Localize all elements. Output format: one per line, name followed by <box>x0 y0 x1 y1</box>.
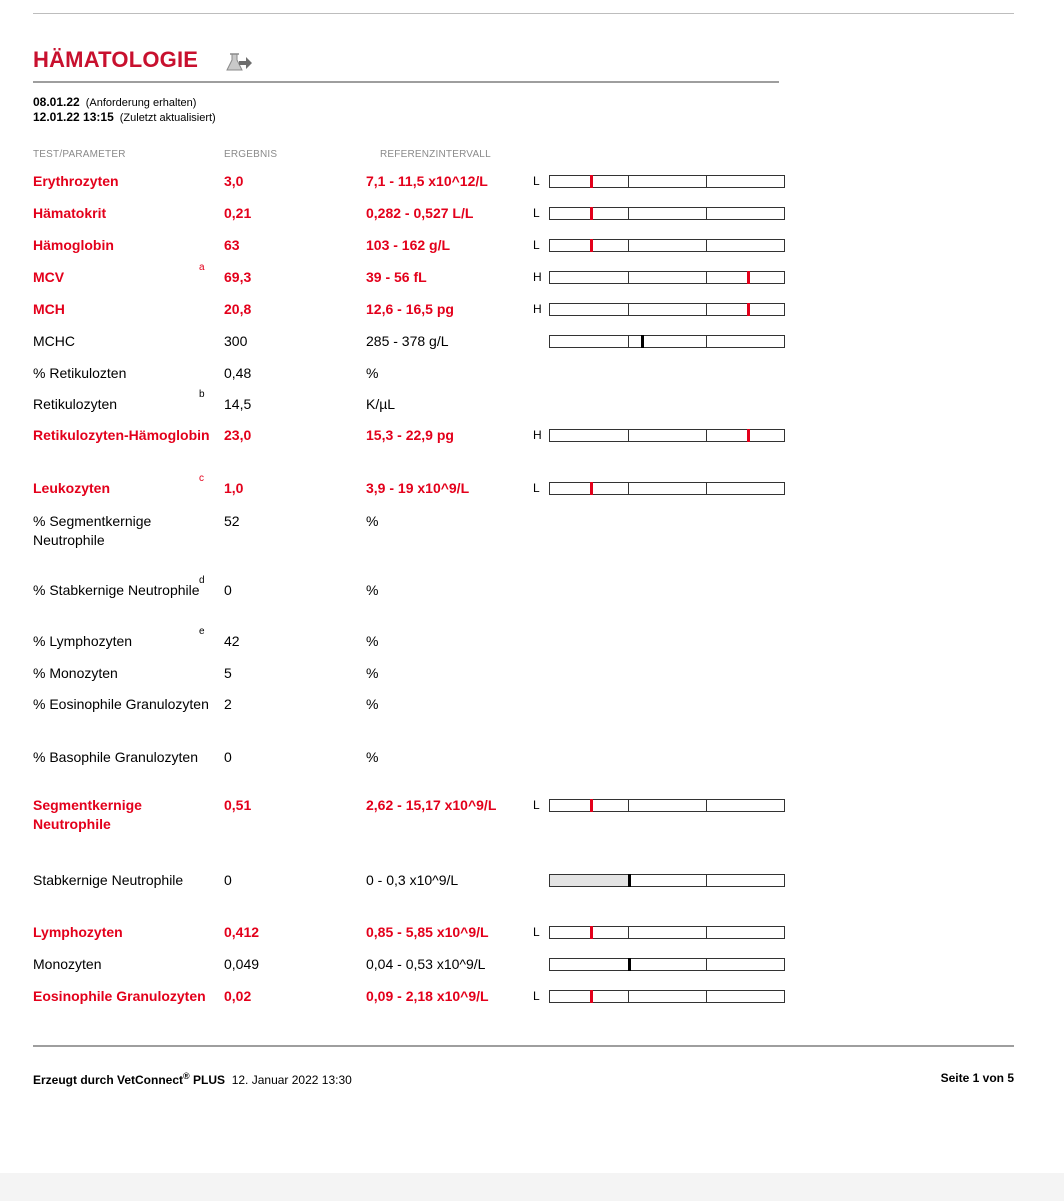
result-marker <box>590 482 593 495</box>
reference-interval: 3,9 - 19 x10^9/L <box>366 480 470 496</box>
reference-interval: % <box>366 633 379 649</box>
range-flag: H <box>533 428 542 442</box>
range-bar-divider <box>706 336 707 347</box>
range-bar-divider <box>706 272 707 283</box>
range-bar <box>549 958 785 971</box>
range-flag: L <box>533 174 540 188</box>
parameter-name: % Stabkernige Neutrophile <box>33 582 200 598</box>
range-flag: L <box>533 481 540 495</box>
title-divider <box>33 81 779 83</box>
result-marker <box>590 207 593 220</box>
reference-interval: K/µL <box>366 396 396 412</box>
reference-interval: 2,62 - 15,17 x10^9/L <box>366 797 497 813</box>
range-bar <box>549 874 785 887</box>
range-bar-divider <box>628 240 629 251</box>
reference-interval: % <box>366 365 379 381</box>
range-flag: L <box>533 925 540 939</box>
result-marker <box>747 429 750 442</box>
parameter-name: Eosinophile Granulozyten <box>33 988 206 1004</box>
reference-interval: % <box>366 665 379 681</box>
header-result: ERGEBNIS <box>224 149 278 160</box>
parameter-name: % Basophile Granulozyten <box>33 749 198 765</box>
parameter-name: Segmentkernige Neutrophile <box>33 797 142 832</box>
reference-interval: 39 - 56 fL <box>366 269 427 285</box>
range-bar-divider <box>628 483 629 494</box>
footnote-marker[interactable]: c <box>199 473 204 484</box>
range-bar-divider <box>706 208 707 219</box>
result-marker <box>747 271 750 284</box>
range-bar-divider <box>706 991 707 1002</box>
footnote-marker[interactable]: a <box>199 262 205 273</box>
reference-interval: 103 - 162 g/L <box>366 237 451 253</box>
parameter-name: Leukozyten <box>33 480 111 496</box>
range-bar <box>549 303 785 316</box>
range-bar-divider <box>628 991 629 1002</box>
result-value: 42 <box>224 633 240 649</box>
parameter-name: MCV <box>33 269 65 285</box>
reference-interval: % <box>366 749 379 765</box>
reference-interval: % <box>366 696 379 712</box>
result-value: 0,51 <box>224 797 252 813</box>
result-value: 0,049 <box>224 956 260 972</box>
reference-interval: 0,04 - 0,53 x10^9/L <box>366 956 486 972</box>
result-value: 0,412 <box>224 924 260 940</box>
range-shade <box>550 875 628 886</box>
parameter-name: Lymphozyten <box>33 924 123 940</box>
result-value: 52 <box>224 513 240 529</box>
range-bar-divider <box>706 176 707 187</box>
range-bar-divider <box>706 483 707 494</box>
result-value: 300 <box>224 333 248 349</box>
range-flag: H <box>533 302 542 316</box>
result-marker <box>628 958 631 971</box>
parameter-name: Retikulozyten-Hämoglobin <box>33 427 210 443</box>
section-title: HÄMATOLOGIE <box>33 47 199 72</box>
range-bar-divider <box>706 800 707 811</box>
top-divider <box>33 13 1014 14</box>
parameter-name: MCHC <box>33 333 75 349</box>
range-bar-divider <box>628 208 629 219</box>
parameter-name: MCH <box>33 301 65 317</box>
range-flag: L <box>533 989 540 1003</box>
reference-interval: 0 - 0,3 x10^9/L <box>366 872 459 888</box>
result-value: 5 <box>224 665 232 681</box>
result-marker <box>628 874 631 887</box>
range-bar <box>549 335 785 348</box>
reference-interval: 285 - 378 g/L <box>366 333 449 349</box>
parameter-name: Retikulozyten <box>33 396 118 412</box>
reference-interval: % <box>366 582 379 598</box>
result-marker <box>747 303 750 316</box>
result-marker <box>641 335 644 348</box>
parameter-name: % Monozyten <box>33 665 118 681</box>
result-value: 23,0 <box>224 427 252 443</box>
range-bar-divider <box>628 927 629 938</box>
footer-generated: Erzeugt durch VetConnect® PLUS 12. Januar 2022 13:30 <box>33 1071 352 1087</box>
range-bar-divider <box>706 875 707 886</box>
footnote-marker[interactable]: e <box>199 626 205 637</box>
range-flag: L <box>533 206 540 220</box>
footer-divider <box>33 1045 1014 1047</box>
parameter-name: % Eosinophile Granulozyten <box>33 696 209 712</box>
parameter-name: Monozyten <box>33 956 102 972</box>
result-value: 69,3 <box>224 269 252 285</box>
range-flag: L <box>533 238 540 252</box>
range-bar <box>549 175 785 188</box>
parameter-name: Erythrozyten <box>33 173 119 189</box>
parameter-name: % Retikulozten <box>33 365 127 381</box>
range-bar-divider <box>706 430 707 441</box>
range-bar-divider <box>706 927 707 938</box>
result-marker <box>590 926 593 939</box>
parameter-name: % Lymphozyten <box>33 633 133 649</box>
result-marker <box>590 239 593 252</box>
result-value: 0,21 <box>224 205 252 221</box>
range-bar-divider <box>706 304 707 315</box>
result-value: 0 <box>224 582 232 598</box>
result-value: 20,8 <box>224 301 252 317</box>
reference-interval: 15,3 - 22,9 pg <box>366 427 454 443</box>
result-value: 0 <box>224 872 232 888</box>
range-bar-divider <box>628 800 629 811</box>
flask-arrow-icon[interactable] <box>224 52 252 72</box>
result-value: 3,0 <box>224 173 244 189</box>
range-bar-divider <box>706 959 707 970</box>
range-flag: L <box>533 798 540 812</box>
range-flag: H <box>533 270 542 284</box>
header-reference: REFERENZINTERVALL <box>380 149 491 160</box>
range-bar-divider <box>628 272 629 283</box>
result-value: 0,02 <box>224 988 252 1004</box>
range-bar <box>549 926 785 939</box>
result-marker <box>590 990 593 1003</box>
reference-interval: % <box>366 513 379 529</box>
footnote-marker[interactable]: b <box>199 389 205 400</box>
range-bar <box>549 271 785 284</box>
reference-interval: 7,1 - 11,5 x10^12/L <box>366 173 488 189</box>
result-value: 0,48 <box>224 365 252 381</box>
header-parameter: TEST/PARAMETER <box>33 149 126 160</box>
reference-interval: 0,85 - 5,85 x10^9/L <box>366 924 489 940</box>
date-updated: 12.01.22 13:15 (Zuletzt aktualisiert) <box>33 110 216 124</box>
bottom-band <box>0 1173 1064 1201</box>
range-bar-divider <box>706 240 707 251</box>
reference-interval: 0,282 - 0,527 L/L <box>366 205 474 221</box>
range-bar <box>549 482 785 495</box>
page-number: Seite 1 von 5 <box>940 1071 1014 1085</box>
range-bar <box>549 799 785 812</box>
range-bar-divider <box>628 304 629 315</box>
footnote-marker[interactable]: d <box>199 575 205 586</box>
range-bar-divider <box>628 430 629 441</box>
range-bar <box>549 239 785 252</box>
reference-interval: 0,09 - 2,18 x10^9/L <box>366 988 489 1004</box>
range-bar-divider <box>628 176 629 187</box>
result-value: 2 <box>224 696 232 712</box>
range-bar <box>549 429 785 442</box>
parameter-name: Hämatokrit <box>33 205 107 221</box>
reference-interval: 12,6 - 16,5 pg <box>366 301 454 317</box>
result-value: 14,5 <box>224 396 252 412</box>
range-bar <box>549 207 785 220</box>
parameter-name: Hämoglobin <box>33 237 114 253</box>
range-bar-divider <box>628 336 629 347</box>
result-value: 0 <box>224 749 232 765</box>
result-value: 1,0 <box>224 480 244 496</box>
result-marker <box>590 799 593 812</box>
result-value: 63 <box>224 237 240 253</box>
date-received: 08.01.22 (Anforderung erhalten) <box>33 95 197 109</box>
parameter-name: % Segmentkernige Neutrophile <box>33 513 152 548</box>
range-bar <box>549 990 785 1003</box>
parameter-name: Stabkernige Neutrophile <box>33 872 184 888</box>
result-marker <box>590 175 593 188</box>
